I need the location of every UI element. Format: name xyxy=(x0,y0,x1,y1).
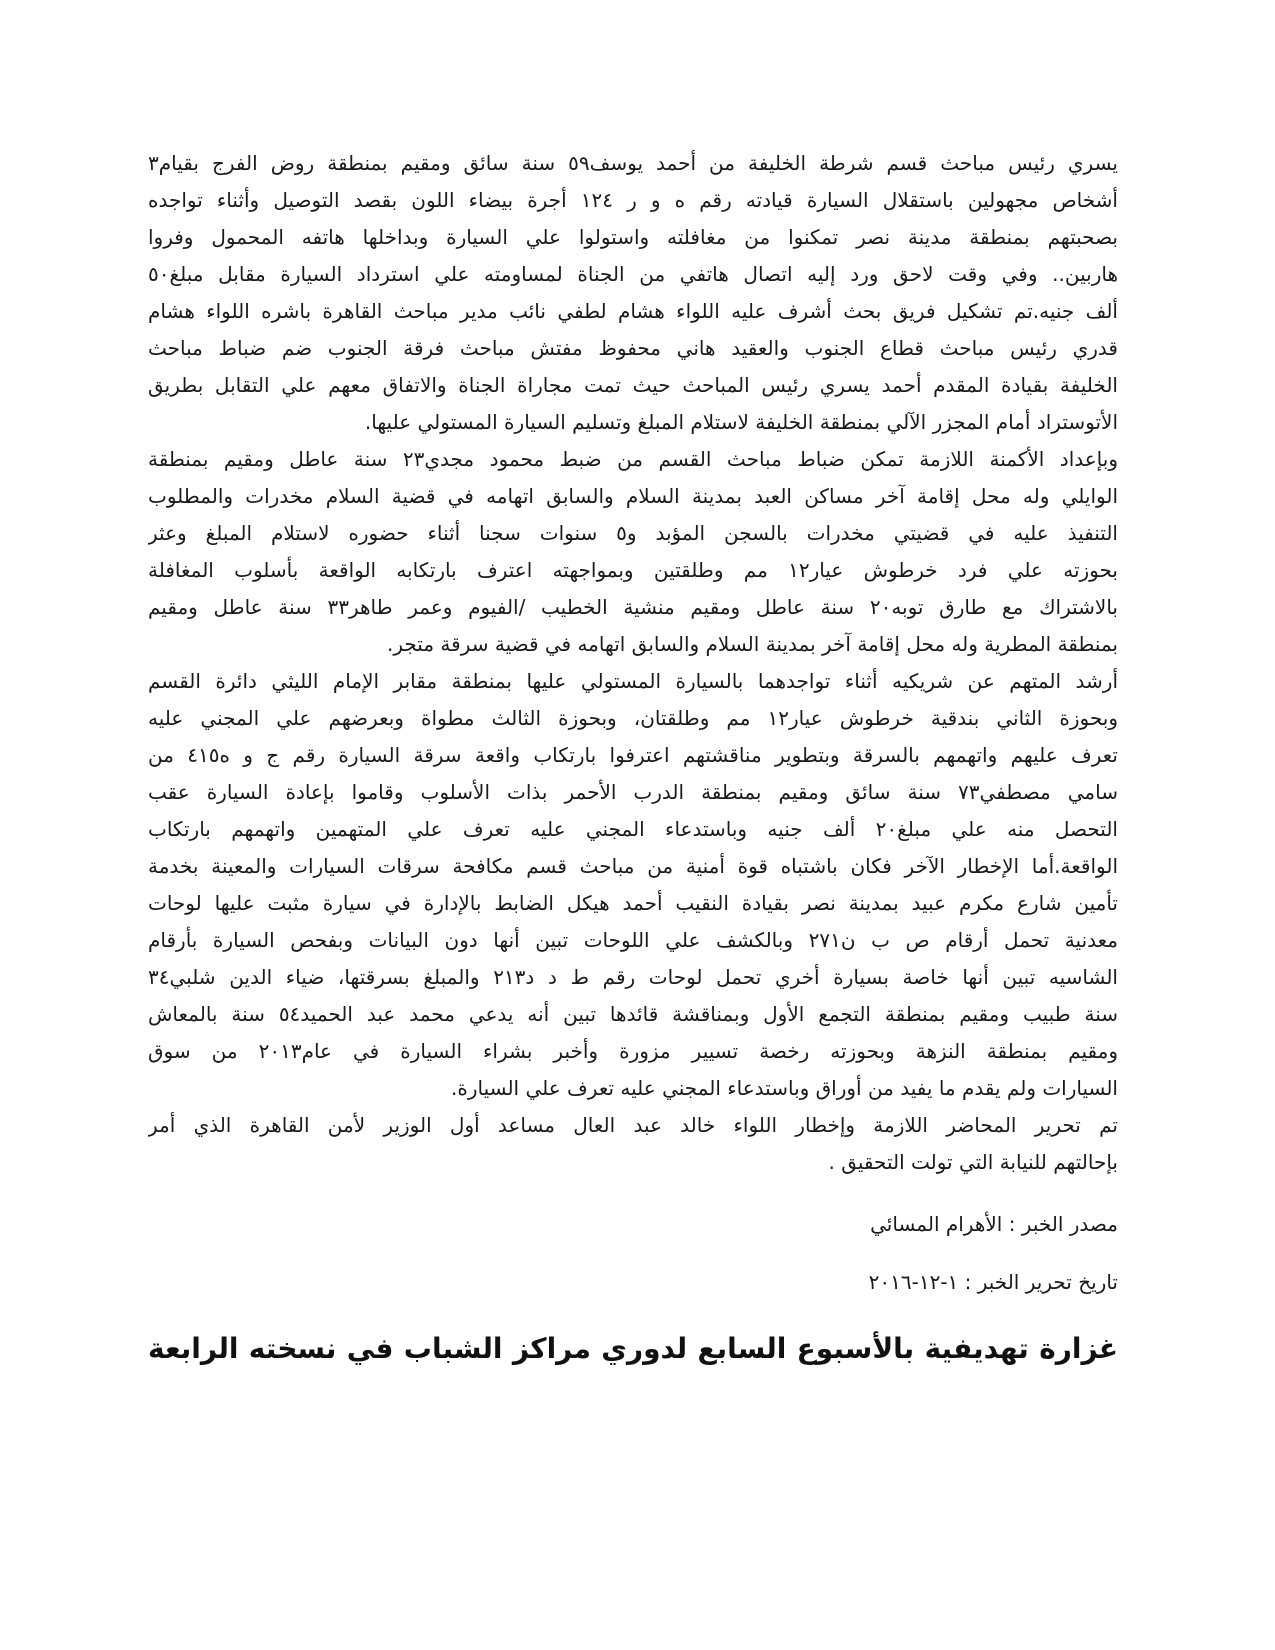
article-line: قدري رئيس مباحث قطاع الجنوب والعقيد هاني محفوظ مفتش مباحث فرقة الجنوب ضم ضباط مباحث xyxy=(148,336,1118,360)
article-line: يسري رئيس مباحث قسم شرطة الخليفة من أحمد يوسف٥٩ سنة سائق ومقيم بمنطقة روض الفرج بقيام٣ xyxy=(148,151,1118,175)
article-line: السيارات ولم يقدم ما يفيد من أوراق وباستدعاء المجني عليه تعرف علي السيارة. xyxy=(451,1076,1118,1100)
article-line: بصحبتهم بمنطقة مدينة نصر تمكنوا من مغافلته واستولوا علي السيارة وبداخلها هاتفه المحمول وفروا xyxy=(148,225,1118,249)
article-line: أشخاص مجهولين باستقلال السيارة قيادته رقم ه و ر ١٢٤ أجرة بيضاء اللون بقصد التوصيل وأثناء تواجده xyxy=(148,188,1118,212)
article-line: بإحالتهم للنيابة التي تولت التحقيق . xyxy=(828,1150,1118,1174)
article-line: الخليفة بقيادة المقدم أحمد يسري رئيس المباحث حيث تمت مجاراة الجناة والاتفاق معهم علي التقابل بطريق xyxy=(148,373,1118,397)
article-line: تأمين شارع مكرم عبيد بمدينة نصر بقيادة النقيب أحمد هيكل الضابط بالإدارة في سيارة مثبت عليها لوحات xyxy=(148,891,1118,915)
article-line: الوايلي وله محل إقامة آخر مساكن العبد بمدينة السلام والسابق اتهامه في قضية السلام مخدرات والمطلوب xyxy=(148,484,1118,508)
article-line: بحوزته علي فرد خرطوش عيار١٢ مم وطلقتين وبمواجهته اعترف بارتكابه الواقعة بأسلوب المغافلة xyxy=(148,558,1118,582)
article-line: معدنية تحمل أرقام ص ب ن٢٧١ وبالكشف علي اللوحات تبين أنها دون البيانات وبفحص السيارة بأرقام xyxy=(148,928,1118,952)
article-line: الواقعة.أما الإخطار الآخر فكان باشتباه قوة أمنية من مباحث قسم مكافحة سرقات السيارات والمعينة بخدمة xyxy=(148,854,1118,878)
article-line: ومقيم بمنطقة النزهة وبحوزته رخصة تسيير مزورة وأخبر بشراء السيارة في عام٢٠١٣ من سوق xyxy=(148,1039,1118,1063)
article-body xyxy=(148,145,1118,1373)
article-line: التحصل منه علي مبلغ٢٠ ألف جنيه وباستدعاء المجني عليه تعرف علي المتهمين واتهمهم بارتكاب xyxy=(148,817,1118,841)
article-line: الأتوستراد أمام المجزر الآلي بمنطقة الخليفة لاستلام المبلغ وتسليم السيارة المستولي عليها. xyxy=(364,410,1118,434)
news-date: تاريخ تحرير الخبر : ١-١٢-٢٠١٦ xyxy=(868,1270,1118,1294)
article-line: سنة طبيب ومقيم بمنطقة التجمع الأول وبمناقشة قائدها تبين أنه يدعي محمد عبد الحميد٥٤ سنة بالمعاش xyxy=(148,1002,1118,1026)
article-line: سامي مصطفي٧٣ سنة سائق ومقيم بمنطقة الدرب الأحمر بذات الأسلوب وقاموا بإعادة السيارة عقب xyxy=(148,780,1118,804)
news-source: مصدر الخبر : الأهرام المسائي xyxy=(870,1212,1118,1236)
article-line: تم تحرير المحاضر اللازمة وإخطار اللواء خالد عبد العال مساعد أول الوزير لأمن القاهرة الذي أمر xyxy=(148,1113,1118,1137)
article-line: ألف جنيه.تم تشكيل فريق بحث أشرف عليه اللواء هشام لطفي نائب مدير مباحث القاهرة باشره اللواء هشام xyxy=(148,299,1118,323)
article-line: أرشد المتهم عن شريكيه أثناء تواجدهما بالسيارة المستولي عليها بمنطقة مقابر الإمام الليثي دائرة القسم xyxy=(148,669,1118,693)
article-line: بمنطقة المطرية وله محل إقامة آخر بمدينة السلام والسابق اتهامه في قضية سرقة متجر. xyxy=(387,632,1118,656)
article-line: بالاشتراك مع طارق توبه٢٠ سنة عاطل ومقيم منشية الخطيب /الفيوم وعمر طاهر٣٣ سنة عاطل ومقيم xyxy=(148,595,1118,619)
article-line: الشاسيه تبين أنها خاصة بسيارة أخري تحمل لوحات رقم ط د د٢١٣ والمبلغ بسرقتها، ضياء الدين شلبي٣٤ xyxy=(148,965,1118,989)
article-line: تعرف عليهم واتهمهم بالسرقة وبتطوير مناقشتهم اعترفوا بارتكاب واقعة سرقة السيارة رقم ج و ه٤١٥ من xyxy=(148,743,1118,767)
article-line: هاربين.. وفي وقت لاحق ورد إليه اتصال هاتفي من الجناة لمساومته علي استرداد السيارة مقابل مبلغ٥٠ xyxy=(148,262,1118,286)
next-article-headline: غزارة تهديفية بالأسبوع السابع لدوري مراكز الشباب في نسخته الرابعة xyxy=(148,1332,1118,1365)
article-line: وبإعداد الأكمنة اللازمة تمكن ضباط مباحث القسم من ضبط محمود مجدي٢٣ سنة عاطل ومقيم بمنطقة xyxy=(148,447,1118,471)
article-line: وبحوزة الثاني بندقية خرطوش عيار١٢ مم وطلقتان، وبحوزة الثالث مطواة وبعرضهم علي المجني عليه xyxy=(148,706,1118,730)
article-line: التنفيذ عليه في قضيتي مخدرات بالسجن المؤبد و٥ سنوات سجنا أثناء حضوره لاستلام المبلغ وعثر xyxy=(148,521,1118,545)
